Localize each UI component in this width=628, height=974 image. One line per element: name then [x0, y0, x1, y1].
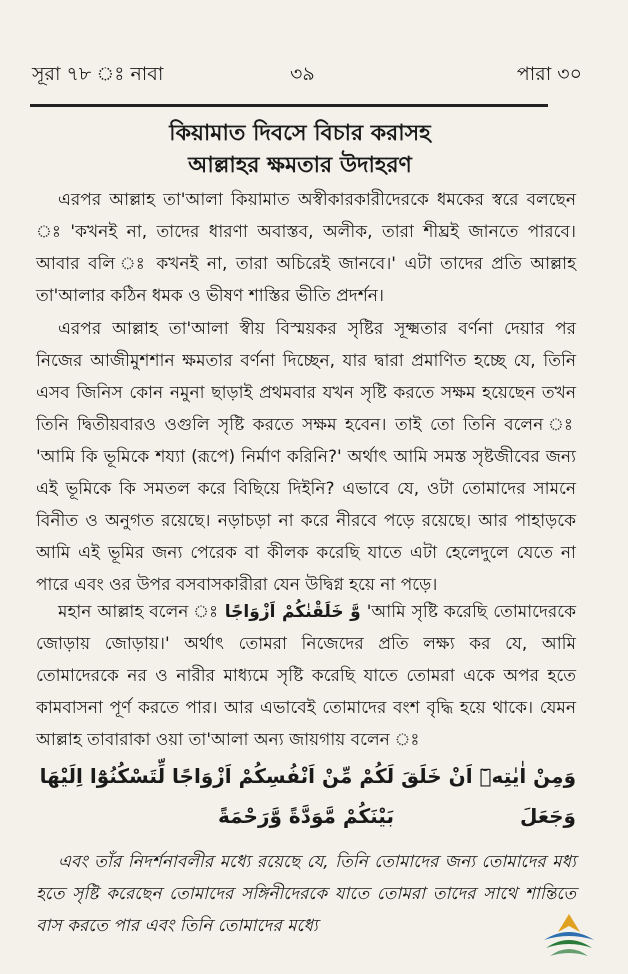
paragraph-4-translation: এবং তাঁর নিদর্শনাবলীর মধ্যে রয়েছে যে, তিনি তোমাদের জন্য তোমাদের মধ্য হতে সৃষ্টি করেছেন তোমাদের সঙ্গিনীদেরকে যাতে তোমরা তাদের সাথে শান্তিতে বাস করতে পার এবং তিনি তোমাদের মধ্যে — [36, 852, 576, 936]
publisher-logo-icon — [540, 910, 598, 962]
surah-label: সূরা ৭৮ ঃ নাবা — [32, 63, 164, 85]
paragraph-3-body: 'আমি সৃষ্টি করেছি তোমাদেরকে জোড়ায় জোড়ায়।' অর্থাৎ তোমরা নিজেদের প্রতি লক্ষ্য কর যে, আমি তোমাদেরকে নর ও নারীর মাধ্যমে সৃষ্টি করেছি যাতে তোমরা একে অপর হতে কামবাসনা পূর্ণ করতে পার। আর এভাবেই তোমাদের বংশ বৃদ্ধি হয়ে থাকে। যেমন আল্লাহ তাবারাকা ওয়া তা'আলা অন্য জায়গায় বলেন ঃ — [36, 602, 576, 750]
page-number: ৩৯ — [290, 63, 315, 85]
paragraph-3 — [36, 596, 576, 756]
header-rule — [30, 104, 548, 107]
paragraph-3-intro: মহান আল্লাহ বলেন ঃ — [58, 602, 219, 622]
section-heading-line2: আল্লাহর ক্ষমতার উদাহরণ — [188, 153, 412, 178]
para-label: পারা ৩০ — [516, 63, 582, 85]
paragraph-1: এরপর আল্লাহ তা'আলা কিয়ামাত অস্বীকারকারীদেরকে ধমকের স্বরে বলছেন ঃ 'কখনই না, তাদের ধারণা অবাস্তব, অলীক, তারা শীঘ্রই জানতে পারবে। আবার বলি ঃ কখনই না, তারা অচিরেই জানবে।' এটা তাদের প্রতি আল্লাহ তা'আলার কঠিন ধমক ও ভীষণ শাস্তির ভীতি প্রদর্শন। — [36, 190, 576, 306]
arabic-verse-line2: بَيْنَكُمْ مَّوَدَّةً وَّرَحْمَةً — [218, 804, 394, 828]
paragraph-2: এরপর আল্লাহ তা'আলা স্বীয় বিস্ময়কর সৃষ্টির সূক্ষ্মতার বর্ণনা দেয়ার পর নিজের আজীমুশশান ক্ষমতার বর্ণনা দিচ্ছেন, যার দ্বারা প্রমাণিত হচ্ছে যে, তিনি এসব জিনিস কোন নমুনা ছাড়াই প্রথমবার যখন সৃষ্টি করতে সক্ষম হয়েছেন তখন তিনি দ্বিতীয়বারও ওগুলি সৃষ্টি করতে সক্ষম হবেন। তাই তো তিনি বলেন ঃ 'আমি কি ভূমিকে শয্যা (রূপে) নির্মাণ করিনি?' অর্থাৎ আমি সমস্ত সৃষ্টজীবের জন্য এই ভূমিকে কি সমতল করে বিছিয়ে দিইনি? এভাবে যে, ওটা তোমাদের সামনে বিনীত ও অনুগত রয়েছে। নড়াচড়া না করে নীরবে পড়ে রয়েছে। আর পাহাড়কে আমি এই ভূমির জন্য পেরেক বা কীলক করেছি যাতে এটা হেলেদুলে যেতে না পারে এবং ওর উপর বসবাসকারীরা যেন উদ্বিগ্ন হয়ে না পড়ে। — [36, 319, 576, 595]
section-heading-line1: কিয়ামাত দিবসে বিচার করাসহ — [169, 121, 431, 146]
running-head — [32, 60, 592, 90]
arabic-verse-line1: وَمِنْ اٰيٰتِهٖٓ اَنْ خَلَقَ لَكُمْ مِّنْ اَنْفُسِكُمْ اَزْوَاجًا لِّتَسْكُنُوْٓا اِلَيْهَا وَجَعَلَ — [39, 764, 576, 828]
arabic-inline-quote: وَّ خَلَقْنٰكُمْ اَزْوَاجًا — [224, 602, 361, 622]
